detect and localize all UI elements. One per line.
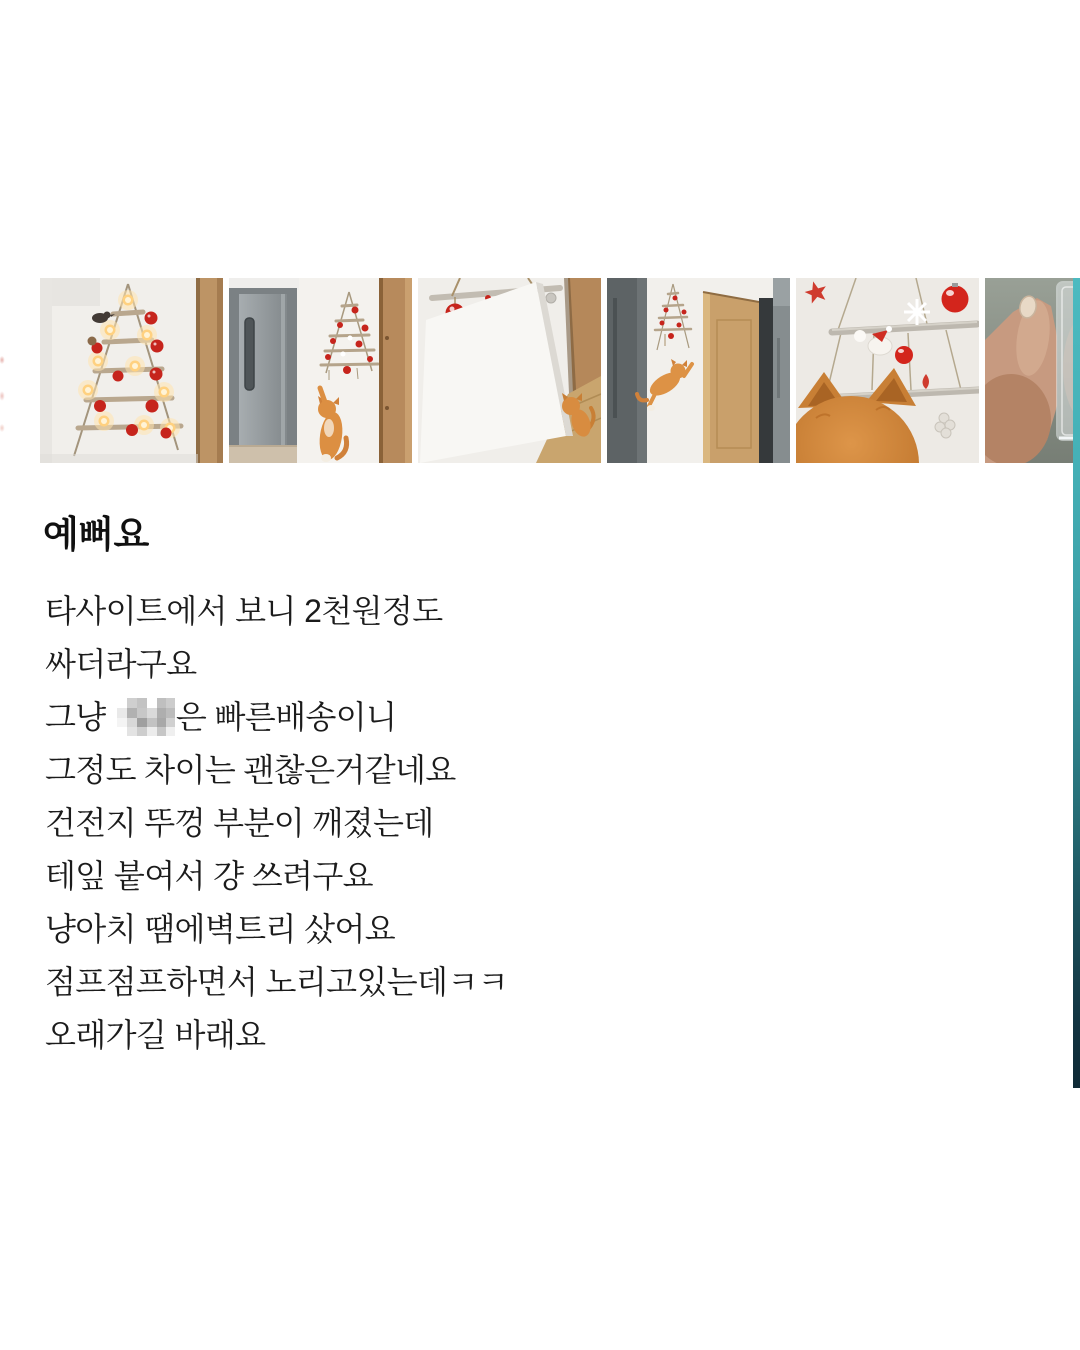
photo-6-image xyxy=(985,278,1074,463)
review-body xyxy=(45,585,1045,1062)
review-text-line: 싸더라구요 xyxy=(45,646,197,682)
review-photo-2[interactable] xyxy=(229,278,412,463)
review-photo-5[interactable] xyxy=(796,278,979,463)
review-text-line: 테잎 붙여서 걍 쓰려구요 xyxy=(45,858,373,894)
review-photo-3[interactable] xyxy=(418,278,601,463)
review-title: 예뻐요 xyxy=(43,514,149,555)
review-photo-carousel[interactable] xyxy=(40,278,1074,463)
review-photo-1[interactable] xyxy=(40,278,223,463)
review-text-line: 점프점프하면서 노리고있는데ㅋㅋ xyxy=(45,964,508,1000)
previous-photo-edge xyxy=(0,278,5,463)
review-text-line: 타사이트에서 보니 2천원정도 xyxy=(45,593,443,629)
review-text-suffix: 은 빠른배송이니 xyxy=(175,699,397,735)
redacted-brand-name-mosaic xyxy=(117,698,175,736)
review-photo-6[interactable] xyxy=(985,278,1074,463)
review-photo-4[interactable] xyxy=(607,278,790,463)
photo-2-image xyxy=(229,278,412,463)
review-text-prefix: 그냥 xyxy=(45,699,114,735)
adjacent-page-edge-strip[interactable] xyxy=(1073,278,1080,1088)
photo-1-image xyxy=(40,278,223,463)
photo-3-image xyxy=(418,278,601,463)
review-text-line: 냥아치 땜에벽트리 샀어요 xyxy=(45,911,396,947)
review-text-line: 오래가길 바래요 xyxy=(45,1017,266,1053)
photo-4-image xyxy=(607,278,790,463)
review-text-line-with-redaction xyxy=(45,691,1045,744)
review-text-line: 건전지 뚜껑 부분이 깨졌는데 xyxy=(45,805,434,841)
photo-5-image xyxy=(796,278,979,463)
review-text-line: 그정도 차이는 괜찮은거같네요 xyxy=(45,752,456,788)
